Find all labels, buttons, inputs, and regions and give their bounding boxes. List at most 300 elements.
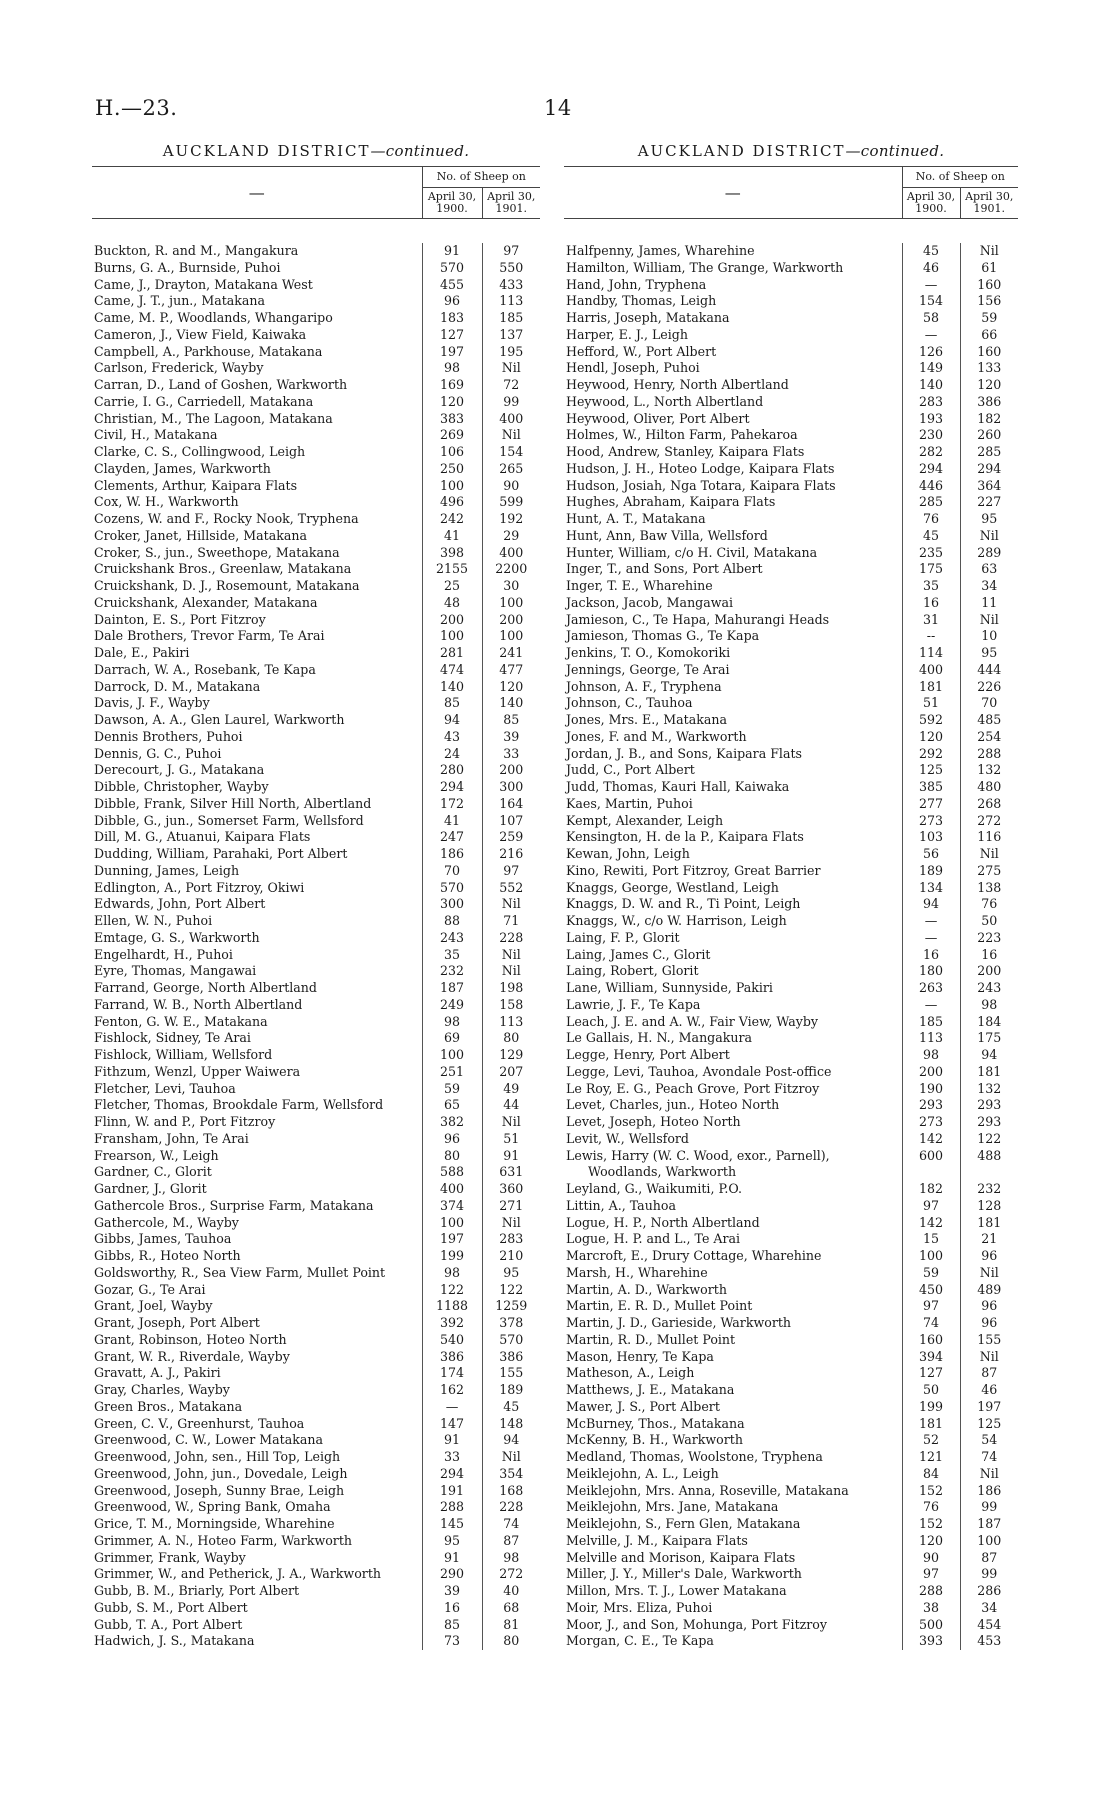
sheep-1901: 91 <box>482 1148 540 1165</box>
sheep-1900: 33 <box>422 1449 482 1466</box>
sheep-1901: 96 <box>960 1248 1018 1265</box>
owner-name: Gubb, S. M., Port Albert <box>94 1599 248 1615</box>
sheep-1900: — <box>902 930 960 947</box>
left-column <box>92 142 540 1650</box>
owner-name: Dawson, A. A., Glen Laurel, Warkworth <box>94 712 345 727</box>
sheep-1901: 107 <box>482 813 540 830</box>
table-row <box>564 578 1018 595</box>
table-row <box>564 829 1018 846</box>
sheep-1901: Nil <box>960 846 1018 863</box>
table-row <box>92 411 540 428</box>
sheep-1901: 50 <box>960 913 1018 930</box>
table-row <box>92 1516 540 1533</box>
table-row <box>92 1231 540 1248</box>
table-row <box>92 1298 540 1315</box>
sheep-1901: 74 <box>960 1449 1018 1466</box>
owner-name: Dennis, G. C., Puhoi <box>94 745 222 761</box>
table-row <box>92 1131 540 1148</box>
sheep-1900: 186 <box>422 846 482 863</box>
table-row <box>564 1617 1018 1634</box>
table-row <box>92 779 540 796</box>
table-row <box>564 1081 1018 1098</box>
owner-name: Darrach, W. A., Rosebank, Te Kapa <box>94 661 316 677</box>
sheep-1900: 121 <box>902 1449 960 1466</box>
owner-name: Eyre, Thomas, Mangawai <box>94 963 257 979</box>
sheep-1900: 76 <box>902 1499 960 1516</box>
table-row <box>92 1349 540 1366</box>
sheep-1900: 385 <box>902 779 960 796</box>
table-row <box>564 1566 1018 1583</box>
owner-name: Carran, D., Land of Goshen, Warkworth <box>94 377 348 392</box>
sheep-1901: Nil <box>960 1466 1018 1483</box>
table-row <box>564 1449 1018 1466</box>
sheep-1900: 455 <box>422 277 482 294</box>
sheep-1901: 227 <box>960 494 1018 511</box>
sheep-1900: 114 <box>902 645 960 662</box>
owner-name: Grant, Joseph, Port Albert <box>94 1315 260 1330</box>
owner-name: Gardner, J., Glorit <box>94 1181 207 1196</box>
sheep-1901: 120 <box>960 377 1018 394</box>
sheep-1900: — <box>902 277 960 294</box>
table-row <box>92 344 540 361</box>
sheep-1901: 100 <box>482 628 540 645</box>
sheep-1901: 454 <box>960 1617 1018 1634</box>
sheep-1901: 46 <box>960 1382 1018 1399</box>
sheep-1901: Nil <box>960 612 1018 629</box>
sheep-1901: 260 <box>960 427 1018 444</box>
owner-name: Greenwood, W., Spring Bank, Omaha <box>94 1499 331 1515</box>
table-row <box>92 628 540 645</box>
owner-name: Hood, Andrew, Stanley, Kaipara Flats <box>566 444 805 459</box>
owner-name: Meiklejohn, A. L., Leigh <box>566 1465 719 1481</box>
sheep-1900: 98 <box>422 1265 482 1282</box>
sheep-1901: 155 <box>960 1332 1018 1349</box>
owner-name: Matheson, A., Leigh <box>566 1365 695 1381</box>
year-header-1901: April 30, 1901. <box>482 188 540 219</box>
sheep-1900: — <box>902 327 960 344</box>
sheep-1900: 16 <box>422 1600 482 1617</box>
table-row <box>92 662 540 679</box>
table-row <box>92 1449 540 1466</box>
sheep-1900: 193 <box>902 411 960 428</box>
sheep-1900: 160 <box>902 1332 960 1349</box>
table-row <box>564 712 1018 729</box>
sheep-1900: 162 <box>422 1382 482 1399</box>
owner-name: Le Roy, E. G., Peach Grove, Port Fitzroy <box>566 1080 820 1096</box>
table-row <box>92 478 540 495</box>
sheep-1900: 35 <box>422 947 482 964</box>
sheep-1900: 189 <box>902 863 960 880</box>
sheep-1900: 48 <box>422 595 482 612</box>
sheep-1901: 138 <box>960 880 1018 897</box>
owner-name: Meiklejohn, Mrs. Anna, Roseville, Matakana <box>566 1482 849 1498</box>
sheep-1900: 100 <box>422 478 482 495</box>
sheep-1900: 35 <box>902 578 960 595</box>
sheep-1900: 140 <box>422 679 482 696</box>
owner-name: Edlington, A., Port Fitzroy, Okiwi <box>94 879 305 895</box>
owner-name: Laing, James C., Glorit <box>566 946 711 962</box>
sheep-1901: 94 <box>960 1047 1018 1064</box>
sheep-1901: 570 <box>482 1332 540 1349</box>
owner-name: Cruickshank Bros., Greenlaw, Matakana <box>94 561 352 577</box>
table-row <box>92 1064 540 1081</box>
table-row <box>92 762 540 779</box>
sheep-1901: 300 <box>482 779 540 796</box>
sheep-1900: 269 <box>422 427 482 444</box>
table-row <box>564 310 1018 327</box>
sheep-1901: 1259 <box>482 1298 540 1315</box>
owner-name: Handby, Thomas, Leigh <box>566 293 717 309</box>
sheep-1901: 283 <box>482 1231 540 1248</box>
owner-name: Melville, J. M., Kaipara Flats <box>566 1532 748 1548</box>
owner-name: Gibbs, R., Hoteo North <box>94 1248 241 1263</box>
sheep-1900: 288 <box>422 1499 482 1516</box>
sheep-1901: 378 <box>482 1315 540 1332</box>
table-row <box>564 896 1018 913</box>
table-row <box>92 1566 540 1583</box>
table-row <box>92 561 540 578</box>
table-row <box>564 511 1018 528</box>
sheep-1900: — <box>902 997 960 1014</box>
sheep-1900: 134 <box>902 880 960 897</box>
table-row <box>92 963 540 980</box>
sheep-1901: 63 <box>960 561 1018 578</box>
owner-name: Heywood, Oliver, Port Albert <box>566 410 750 426</box>
owner-name: Halfpenny, James, Wharehine <box>566 243 755 258</box>
owner-name: Gubb, T. A., Port Albert <box>94 1616 243 1632</box>
sheep-1900: 154 <box>902 293 960 310</box>
sheep-1901: 154 <box>482 444 540 461</box>
sheep-1900: 120 <box>902 729 960 746</box>
table-row <box>92 746 540 763</box>
table-row <box>564 1416 1018 1433</box>
sheep-1900: 294 <box>902 461 960 478</box>
sheep-1901: 158 <box>482 997 540 1014</box>
sheep-1900: 180 <box>902 963 960 980</box>
owner-name: Edwards, John, Port Albert <box>94 896 266 912</box>
table-row <box>564 293 1018 310</box>
sheep-1900: 280 <box>422 762 482 779</box>
sheep-1901: 364 <box>960 478 1018 495</box>
sheep-1901: 16 <box>960 947 1018 964</box>
table-row <box>92 1617 540 1634</box>
table-row <box>92 427 540 444</box>
sheep-1900: 383 <box>422 411 482 428</box>
sheep-1900: 59 <box>902 1265 960 1282</box>
owner-name: Matthews, J. E., Matakana <box>566 1382 735 1397</box>
table-row <box>92 1198 540 1215</box>
owner-name: Carrie, I. G., Carriedell, Matakana <box>94 393 314 409</box>
table-row <box>564 1483 1018 1500</box>
owner-name: Gravatt, A. J., Pakiri <box>94 1365 221 1381</box>
sheep-1900: 59 <box>422 1081 482 1098</box>
sheep-1900 <box>902 1164 960 1181</box>
sheep-1900: 185 <box>902 1014 960 1031</box>
owner-name: Clarke, C. S., Collingwood, Leigh <box>94 444 306 459</box>
sheep-1900: 74 <box>902 1315 960 1332</box>
table-row <box>564 1550 1018 1567</box>
table-row <box>564 1600 1018 1617</box>
sheep-1901: 95 <box>482 1265 540 1282</box>
sheep-1901: 120 <box>482 679 540 696</box>
table-row <box>92 1282 540 1299</box>
owner-name: Heywood, Henry, North Albertland <box>566 377 789 392</box>
table-row <box>564 880 1018 897</box>
owner-name: Cruickshank, D. J., Rosemount, Matakana <box>94 578 360 593</box>
sheep-1901: 68 <box>482 1600 540 1617</box>
table-row <box>92 913 540 930</box>
table-row <box>92 1315 540 1332</box>
owner-name: Moir, Mrs. Eliza, Puhoi <box>566 1599 713 1615</box>
owner-name: Grant, Robinson, Hoteo North <box>94 1331 287 1347</box>
sheep-1900: 393 <box>902 1633 960 1650</box>
district-title: AUCKLAND DISTRICT <box>162 142 371 160</box>
sheep-1900: 97 <box>902 1566 960 1583</box>
sheep-1900: 84 <box>902 1466 960 1483</box>
sheep-1900: 43 <box>422 729 482 746</box>
sheep-1901: 155 <box>482 1365 540 1382</box>
owner-name: Fishlock, Sidney, Te Arai <box>94 1030 251 1046</box>
owner-name: Cozens, W. and F., Rocky Nook, Tryphena <box>94 511 359 526</box>
sheep-1900: 588 <box>422 1164 482 1181</box>
sheep-1900: 293 <box>902 1097 960 1114</box>
sheep-1901: Nil <box>960 528 1018 545</box>
table-row <box>92 1047 540 1064</box>
owner-name: Came, M. P., Woodlands, Whangaripo <box>94 310 333 325</box>
sheep-1901: 113 <box>482 1014 540 1031</box>
owner-name: Grimmer, A. N., Hoteo Farm, Warkworth <box>94 1532 352 1548</box>
sheep-1901: Nil <box>960 243 1018 260</box>
sheep-1901: 186 <box>960 1483 1018 1500</box>
sheep-1900: 570 <box>422 260 482 277</box>
table-row <box>564 997 1018 1014</box>
owner-name: Green Bros., Matakana <box>94 1398 243 1414</box>
table-row <box>92 796 540 813</box>
sheep-1901: 51 <box>482 1131 540 1148</box>
owner-name: Gubb, B. M., Briarly, Port Albert <box>94 1583 300 1598</box>
sheep-1901: 100 <box>482 595 540 612</box>
page-reference: H.—23. <box>95 96 178 120</box>
owner-name: Greenwood, C. W., Lower Matakana <box>94 1432 323 1448</box>
owner-name: Leyland, G., Waikumiti, P.O. <box>566 1181 742 1196</box>
table-row <box>564 1349 1018 1366</box>
sheep-1900: 91 <box>422 1432 482 1449</box>
sheep-1900: 46 <box>902 260 960 277</box>
sheep-1901: 45 <box>482 1399 540 1416</box>
table-row <box>92 511 540 528</box>
table-row <box>564 980 1018 997</box>
sheep-1900: 181 <box>902 679 960 696</box>
owner-name: Hadwich, J. S., Matakana <box>94 1633 255 1649</box>
sheep-1901: 87 <box>960 1365 1018 1382</box>
sheep-1900: -- <box>902 628 960 645</box>
owner-name: Emtage, G. S., Warkworth <box>94 929 260 945</box>
owner-name: Fishlock, William, Wellsford <box>94 1047 273 1062</box>
owner-name: Jamieson, C., Te Hapa, Mahurangi Heads <box>566 611 830 627</box>
sheep-1900: 197 <box>422 344 482 361</box>
sheep-1900: 91 <box>422 243 482 260</box>
sheep-1900: 85 <box>422 1617 482 1634</box>
sheep-1900: 183 <box>422 310 482 327</box>
owner-name: Kempt, Alexander, Leigh <box>566 812 724 828</box>
sheep-1900: 97 <box>902 1298 960 1315</box>
table-row <box>92 880 540 897</box>
sheep-1900: 181 <box>902 1416 960 1433</box>
table-row <box>564 1315 1018 1332</box>
sheep-1901: 488 <box>960 1148 1018 1165</box>
owner-name: Grice, T. M., Morningside, Wharehine <box>94 1516 335 1531</box>
sheep-1900: 98 <box>902 1047 960 1064</box>
table-row <box>92 1081 540 1098</box>
page-number: 14 <box>544 96 572 120</box>
sheep-1900: 122 <box>422 1282 482 1299</box>
table-row <box>564 645 1018 662</box>
table-row <box>92 930 540 947</box>
sheep-1900: 41 <box>422 528 482 545</box>
sheep-1900: 41 <box>422 813 482 830</box>
sheep-1900: 235 <box>902 545 960 562</box>
sheep-1900: 242 <box>422 511 482 528</box>
table-row <box>564 1164 1018 1181</box>
sheep-1900: 243 <box>422 930 482 947</box>
table-row <box>564 595 1018 612</box>
owner-name: Millon, Mrs. T. J., Lower Matakana <box>566 1583 787 1598</box>
sheep-1901: 433 <box>482 277 540 294</box>
sheep-1901: 550 <box>482 260 540 277</box>
sheep-1900: 38 <box>902 1600 960 1617</box>
sheep-1900: 273 <box>902 813 960 830</box>
year-header-1900: April 30, 1900. <box>422 188 482 219</box>
sheep-1901: 241 <box>482 645 540 662</box>
sheep-1901: 259 <box>482 829 540 846</box>
sheep-1900: 382 <box>422 1114 482 1131</box>
owner-name: Laing, F. P., Glorit <box>566 929 680 945</box>
owner-name: Clements, Arthur, Kaipara Flats <box>94 477 298 493</box>
sheep-1901: 599 <box>482 494 540 511</box>
table-row <box>564 377 1018 394</box>
sheep-1901: 97 <box>482 243 540 260</box>
table-row <box>92 1483 540 1500</box>
sheep-1900: 570 <box>422 880 482 897</box>
sheep-1900: 94 <box>902 896 960 913</box>
sheep-1901: Nil <box>482 1449 540 1466</box>
sheep-1900: 263 <box>902 980 960 997</box>
table-row <box>92 310 540 327</box>
table-row <box>564 1382 1018 1399</box>
owner-name: Harris, Joseph, Matakana <box>566 310 730 325</box>
sheep-1900: 273 <box>902 1114 960 1131</box>
table-row <box>92 1164 540 1181</box>
owner-name: Levet, Joseph, Hoteo North <box>566 1114 741 1129</box>
sheep-1901: 59 <box>960 310 1018 327</box>
table-row <box>564 947 1018 964</box>
owner-name: Grant, Joel, Wayby <box>94 1298 213 1314</box>
sheep-1901: 288 <box>960 746 1018 763</box>
sheep-1901: 137 <box>482 327 540 344</box>
owner-name: Jackson, Jacob, Mangawai <box>566 594 734 610</box>
owner-name: Kewan, John, Leigh <box>566 846 690 861</box>
sheep-1901: 113 <box>482 293 540 310</box>
sheep-1901: 631 <box>482 1164 540 1181</box>
sheep-1900: 400 <box>902 662 960 679</box>
owner-name: Kensington, H. de la P., Kaipara Flats <box>566 829 804 845</box>
table-row <box>564 930 1018 947</box>
owner-name: Judd, C., Port Albert <box>566 762 695 778</box>
sheep-1900: 127 <box>422 327 482 344</box>
sheep-1900: 15 <box>902 1231 960 1248</box>
sheep-1901: 94 <box>482 1432 540 1449</box>
table-row <box>564 360 1018 377</box>
sheep-1900: 106 <box>422 444 482 461</box>
owner-name: Campbell, A., Parkhouse, Matakana <box>94 343 323 359</box>
table-row <box>564 1198 1018 1215</box>
table-row <box>564 1265 1018 1282</box>
owner-name: Clayden, James, Warkworth <box>94 460 271 476</box>
table-row <box>92 896 540 913</box>
sheep-1901: 61 <box>960 260 1018 277</box>
sheep-1901: 480 <box>960 779 1018 796</box>
sheep-1901: 210 <box>482 1248 540 1265</box>
table-row <box>92 1097 540 1114</box>
sheep-1901: 164 <box>482 796 540 813</box>
sheep-1900: 100 <box>902 1248 960 1265</box>
sheep-1901: 132 <box>960 1081 1018 1098</box>
table-row <box>564 1282 1018 1299</box>
owner-name: Gathercole Bros., Surprise Farm, Matakana <box>94 1197 374 1213</box>
owner-name: Dunning, James, Leigh <box>94 862 240 878</box>
table-row <box>564 762 1018 779</box>
table-row <box>564 461 1018 478</box>
owner-name: Martin, J. D., Garieside, Warkworth <box>566 1315 792 1330</box>
table-row <box>92 1248 540 1265</box>
sheep-1900: 190 <box>902 1081 960 1098</box>
table-row <box>564 612 1018 629</box>
owner-name: Cameron, J., View Field, Kaiwaka <box>94 326 307 342</box>
sheep-1900: 16 <box>902 595 960 612</box>
owner-name: Dill, M. G., Atuanui, Kaipara Flats <box>94 829 311 845</box>
table-row <box>92 1265 540 1282</box>
owner-name: Medland, Thomas, Woolstone, Tryphena <box>566 1449 823 1464</box>
table-row <box>564 394 1018 411</box>
sheep-1901: 80 <box>482 1030 540 1047</box>
sheep-1901: 70 <box>960 695 1018 712</box>
owner-name: Carlson, Frederick, Wayby <box>94 360 264 376</box>
owner-name: Hand, John, Tryphena <box>566 276 707 292</box>
sheep-1901: 2200 <box>482 561 540 578</box>
table-row <box>92 695 540 712</box>
table-row <box>564 1365 1018 1382</box>
sheep-1901: 99 <box>960 1499 1018 1516</box>
sheep-1901: 200 <box>960 963 1018 980</box>
owner-name: Hudson, J. H., Hoteo Lodge, Kaipara Flats <box>566 460 835 476</box>
table-row <box>92 360 540 377</box>
owner-name: Dainton, E. S., Port Fitzroy <box>94 611 266 627</box>
table-row <box>92 947 540 964</box>
sheep-1900: 52 <box>902 1432 960 1449</box>
owner-name: Dudding, William, Parahaki, Port Albert <box>94 846 348 861</box>
sheep-1901: 243 <box>960 980 1018 997</box>
year-header-1900: April 30, 1900. <box>902 188 960 219</box>
table-row <box>92 528 540 545</box>
sheep-1901: 168 <box>482 1483 540 1500</box>
sheep-1900: 39 <box>422 1583 482 1600</box>
sheep-1901: Nil <box>482 427 540 444</box>
table-row <box>92 1399 540 1416</box>
sheep-1901: 272 <box>960 813 1018 830</box>
table-row <box>564 796 1018 813</box>
sheep-1900: 374 <box>422 1198 482 1215</box>
owner-name: Dale, E., Pakiri <box>94 645 190 660</box>
